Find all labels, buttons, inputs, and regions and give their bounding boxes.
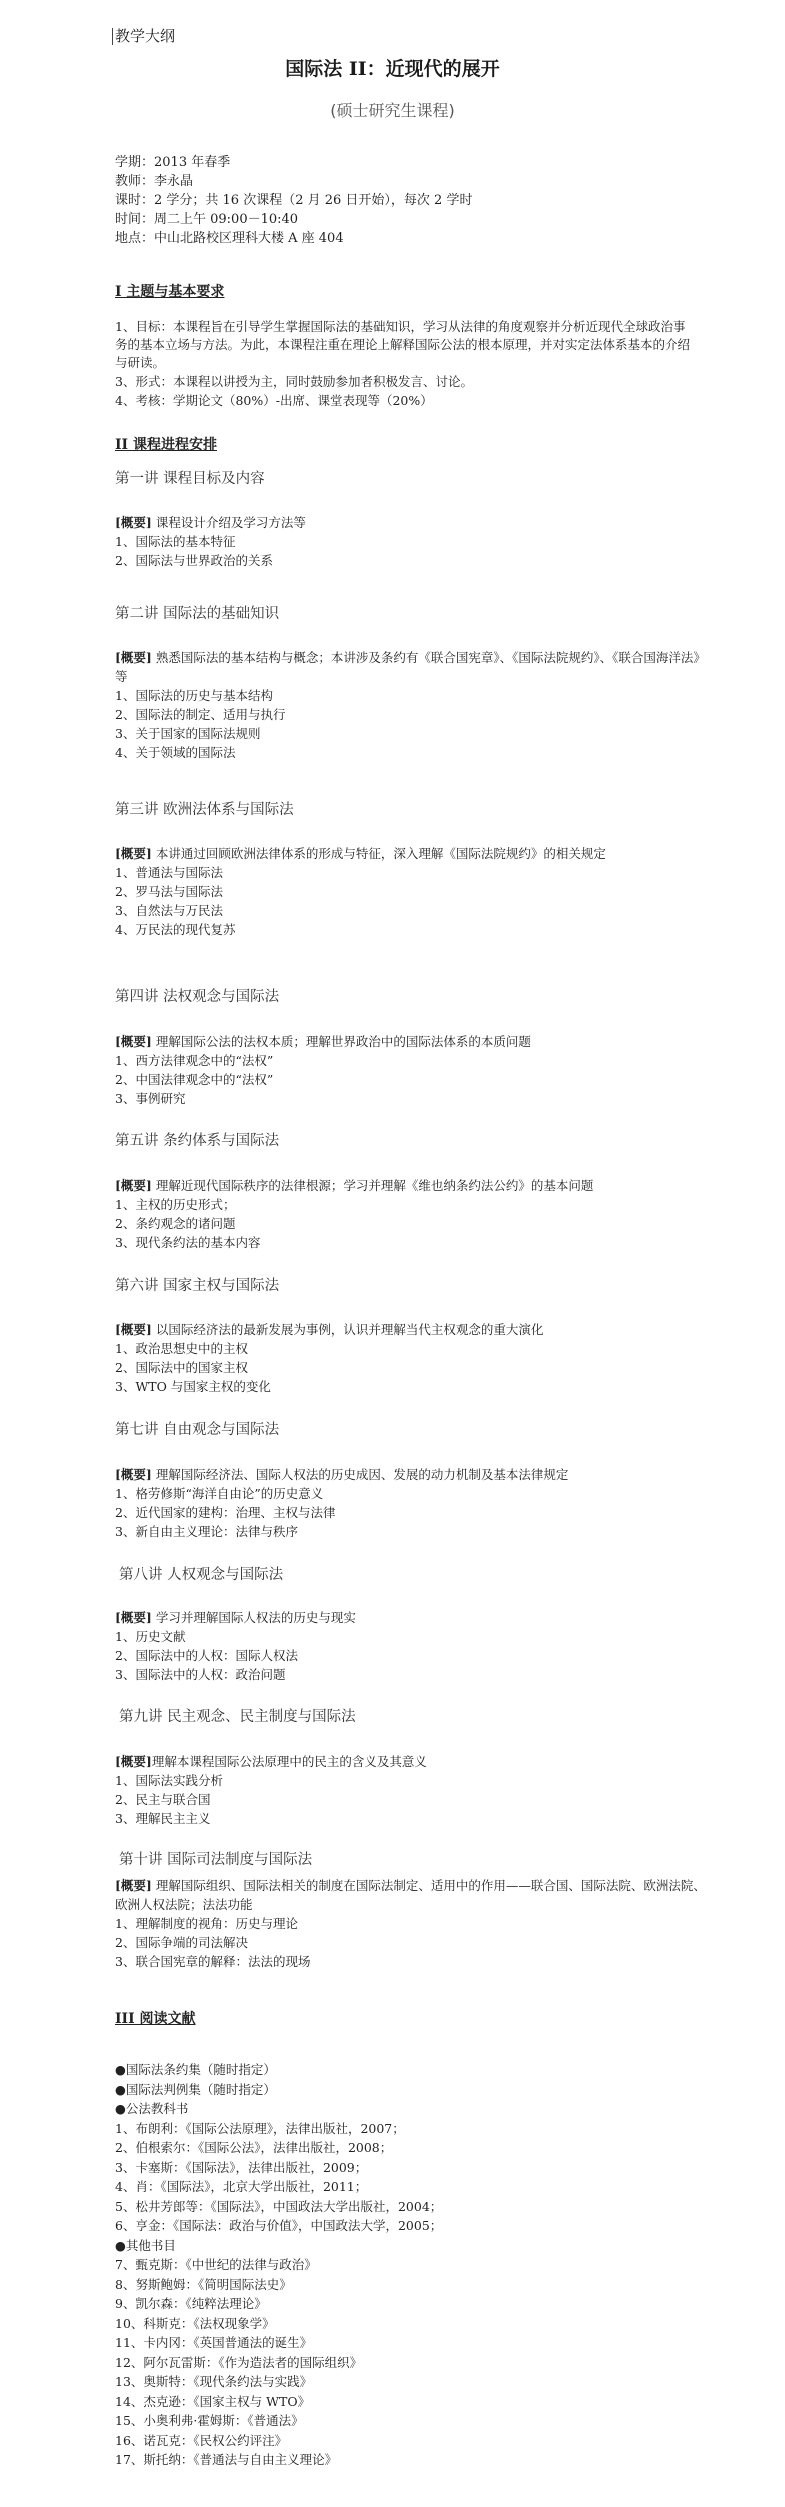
info-teacher: 教师：李永晶 (115, 174, 194, 189)
reading-item: 2、伯根索尔：《国际公法》，法律出版社，2008； (115, 2140, 393, 2155)
lecture-title: 第十讲 国际司法制度与国际法 (119, 1852, 313, 1868)
lecture-summary: 理解近现代国际秩序的法律根源；学习并理解《维也纳条约法公约》的基本问题 (151, 1178, 594, 1193)
lecture-block (115, 648, 715, 762)
summary-tag: [概要] (115, 1034, 152, 1049)
summary-tag: [概要] (115, 650, 152, 665)
lecture-title: 第六讲 国家主权与国际法 (115, 1278, 280, 1294)
lecture-summary: 本讲通过回顾欧洲法律体系的形成与特征，深入理解《国际法院规约》的相关规定 (151, 846, 606, 861)
lecture-block (115, 1752, 715, 1828)
document-header-tag: 教学大纲 (115, 27, 176, 45)
lecture-item: 3、事例研究 (115, 1091, 186, 1106)
summary-tag: [概要] (115, 1467, 152, 1482)
lecture-item: 2、国际法中的国家主权 (115, 1360, 248, 1375)
reading-item: 6、亨金：《国际法：政治与价值》，中国政法大学，2005； (115, 2218, 443, 2233)
lecture-item: 2、国际争端的司法解决 (115, 1935, 248, 1950)
lecture-item: 1、政治思想史中的主权 (115, 1341, 248, 1356)
section-heading-readings: III 阅读文献 (115, 2011, 196, 2027)
section-heading-goals: I 主题与基本要求 (115, 284, 225, 300)
summary-tag: [概要] (115, 1878, 152, 1893)
lecture-item: 3、自然法与万民法 (115, 903, 223, 918)
lecture-item: 4、万民法的现代复苏 (115, 922, 236, 937)
document-subtitle: (硕士研究生课程) (330, 101, 455, 120)
lecture-summary: 课程设计介绍及学习方法等 (151, 515, 306, 530)
reading-item: 16、诺瓦克：《民权公约评注》 (115, 2432, 288, 2448)
lecture-block (115, 1876, 715, 1971)
lecture-block (115, 1032, 715, 1108)
reading-item: 3、卡塞斯：《国际法》，法律出版社，2009； (115, 2159, 368, 2175)
lecture-item: 3、理解民主主义 (115, 1811, 211, 1826)
summary-tag: [概要] (115, 1754, 152, 1769)
lecture-block (115, 1176, 715, 1252)
lecture-title: 第八讲 人权观念与国际法 (119, 1567, 284, 1583)
format-paragraph: 3、形式：本课程以讲授为主，同时鼓励参加者积极发言、讨论。 (115, 374, 473, 389)
info-time: 时间：周二上午 09:00－10:40 (115, 212, 299, 227)
lecture-block (115, 1608, 715, 1684)
lecture-summary: 学习并理解国际人权法的历史与现实 (151, 1610, 356, 1625)
goals-paragraph: 1、目标：本课程旨在引导学生掌握国际法的基础知识，学习从法律的角度观察并分析近现代全球政治事务的基本立场与方法。为此，本课程注重在理论上解释国际公法的根本原理，并对实定法体系基本的介绍与研读。 (115, 319, 691, 370)
lecture-item: 3、国际法中的人权：政治问题 (115, 1667, 286, 1682)
reading-item: 4、肖：《国际法》，北京大学出版社，2011； (115, 2179, 368, 2194)
lecture-block (115, 1320, 715, 1396)
summary-tag: [概要] (115, 1322, 152, 1337)
lecture-block (115, 844, 715, 939)
lecture-item: 2、国际法的制定、适用与执行 (115, 707, 286, 722)
lecture-item: 3、新自由主义理论：法律与秩序 (115, 1524, 298, 1539)
reading-item: ●其他书目 (115, 2237, 176, 2253)
reading-item: 1、布朗利：《国际公法原理》，法律出版社，2007； (115, 2120, 405, 2136)
lecture-item: 1、理解制度的视角：历史与理论 (115, 1916, 298, 1931)
reading-item: 7、甄克斯：《中世纪的法律与政治》 (115, 2257, 317, 2272)
section-heading-schedule: II 课程进程安排 (115, 437, 217, 453)
lecture-item: 4、关于领域的国际法 (115, 745, 236, 760)
lecture-title: 第二讲 国际法的基础知识 (115, 606, 280, 622)
lecture-block (115, 1465, 715, 1541)
reading-item: ●国际法条约集（随时指定） (115, 2062, 276, 2077)
summary-tag: [概要] (115, 515, 152, 530)
lecture-summary: 理解国际组织、国际法相关的制度在国际法制定、适用中的作用——联合国、国际法院、欧洲法院、欧洲人权法院；法法功能 (115, 1878, 706, 1912)
reading-item: 11、卡内冈：《英国普通法的诞生》 (115, 2335, 313, 2350)
summary-tag: [概要] (115, 846, 152, 861)
reading-item: 5、松井芳郎等：《国际法》，中国政法大学出版社，2004； (115, 2198, 443, 2214)
lecture-summary: 理解本课程国际公法原理中的民主的含义及其意义 (151, 1754, 427, 1769)
summary-tag: [概要] (115, 1178, 152, 1193)
lecture-item: 1、西方法律观念中的“法权” (115, 1053, 274, 1068)
reading-item: 12、阿尔瓦雷斯：《作为造法者的国际组织》 (115, 2354, 363, 2370)
lecture-item: 2、中国法律观念中的“法权” (115, 1072, 274, 1087)
reading-list (115, 2060, 715, 2470)
lecture-title: 第一讲 课程目标及内容 (115, 471, 265, 487)
reading-item: 17、斯托纳：《普通法与自由主义理论》 (115, 2452, 338, 2467)
info-semester: 学期：2013 年春季 (115, 155, 231, 170)
lecture-item: 2、民主与联合国 (115, 1792, 211, 1807)
assessment-paragraph: 4、考核：学期论文（80%）-出席、课堂表现等（20%） (115, 393, 433, 408)
info-location: 地点：中山北路校区理科大楼 A 座 404 (115, 231, 344, 246)
lecture-item: 2、国际法与世界政治的关系 (115, 553, 273, 568)
lecture-title: 第三讲 欧洲法体系与国际法 (115, 802, 294, 818)
lecture-title: 第九讲 民主观念、民主制度与国际法 (119, 1709, 356, 1725)
lecture-title: 第四讲 法权观念与国际法 (115, 989, 280, 1005)
reading-item: 8、努斯鲍姆：《简明国际法史》 (115, 2276, 292, 2292)
info-hours: 课时：2 学分；共 16 次课程（2 月 26 日开始），每次 2 学时 (115, 193, 473, 208)
lecture-summary: 理解国际经济法、国际人权法的历史成因、发展的动力机制及基本法律规定 (151, 1467, 569, 1482)
lecture-item: 2、罗马法与国际法 (115, 884, 223, 899)
reading-item: ●公法教科书 (115, 2101, 189, 2116)
lecture-item: 3、关于国家的国际法规则 (115, 726, 261, 741)
lecture-item: 3、联合国宪章的解释：法法的现场 (115, 1954, 311, 1969)
lecture-item: 2、条约观念的诸问题 (115, 1216, 236, 1231)
lecture-title: 第七讲 自由观念与国际法 (115, 1422, 280, 1438)
lecture-item: 3、WTO 与国家主权的变化 (115, 1379, 271, 1394)
reading-item: ●国际法判例集（随时指定） (115, 2081, 276, 2097)
document-title: 国际法 II：近现代的展开 (285, 58, 500, 80)
summary-tag: [概要] (115, 1610, 152, 1625)
lecture-block (115, 513, 715, 570)
lecture-item: 1、历史文献 (115, 1629, 186, 1644)
reading-item: 13、奥斯特：《现代条约法与实践》 (115, 2374, 313, 2389)
lecture-item: 1、国际法实践分析 (115, 1773, 223, 1788)
lecture-item: 1、普通法与国际法 (115, 865, 223, 880)
lecture-item: 1、国际法的历史与基本结构 (115, 688, 273, 703)
lecture-item: 1、国际法的基本特征 (115, 534, 236, 549)
lecture-summary: 熟悉国际法的基本结构与概念；本讲涉及条约有《联合国宪章》、《国际法院规约》、《联合国海洋法》等 (115, 650, 706, 684)
reading-item: 15、小奥利弗·霍姆斯：《普通法》 (115, 2413, 304, 2428)
lecture-summary: 理解国际公法的法权本质；理解世界政治中的国际法体系的本质问题 (151, 1034, 531, 1049)
lecture-title: 第五讲 条约体系与国际法 (115, 1133, 280, 1149)
course-info (115, 153, 472, 248)
lecture-item: 2、近代国家的建构：治理、主权与法律 (115, 1505, 336, 1520)
lecture-item: 3、现代条约法的基本内容 (115, 1235, 261, 1250)
lecture-item: 1、格劳修斯“海洋自由论”的历史意义 (115, 1486, 324, 1501)
reading-item: 14、杰克逊：《国家主权与 WTO》 (115, 2393, 311, 2409)
reading-item: 9、凯尔森：《纯粹法理论》 (115, 2296, 267, 2311)
lecture-item: 1、主权的历史形式； (115, 1197, 236, 1212)
lecture-item: 2、国际法中的人权：国际人权法 (115, 1648, 298, 1663)
reading-item: 10、科斯克：《法权现象学》 (115, 2315, 275, 2331)
lecture-summary: 以国际经济法的最新发展为事例，认识并理解当代主权观念的重大演化 (151, 1322, 544, 1337)
